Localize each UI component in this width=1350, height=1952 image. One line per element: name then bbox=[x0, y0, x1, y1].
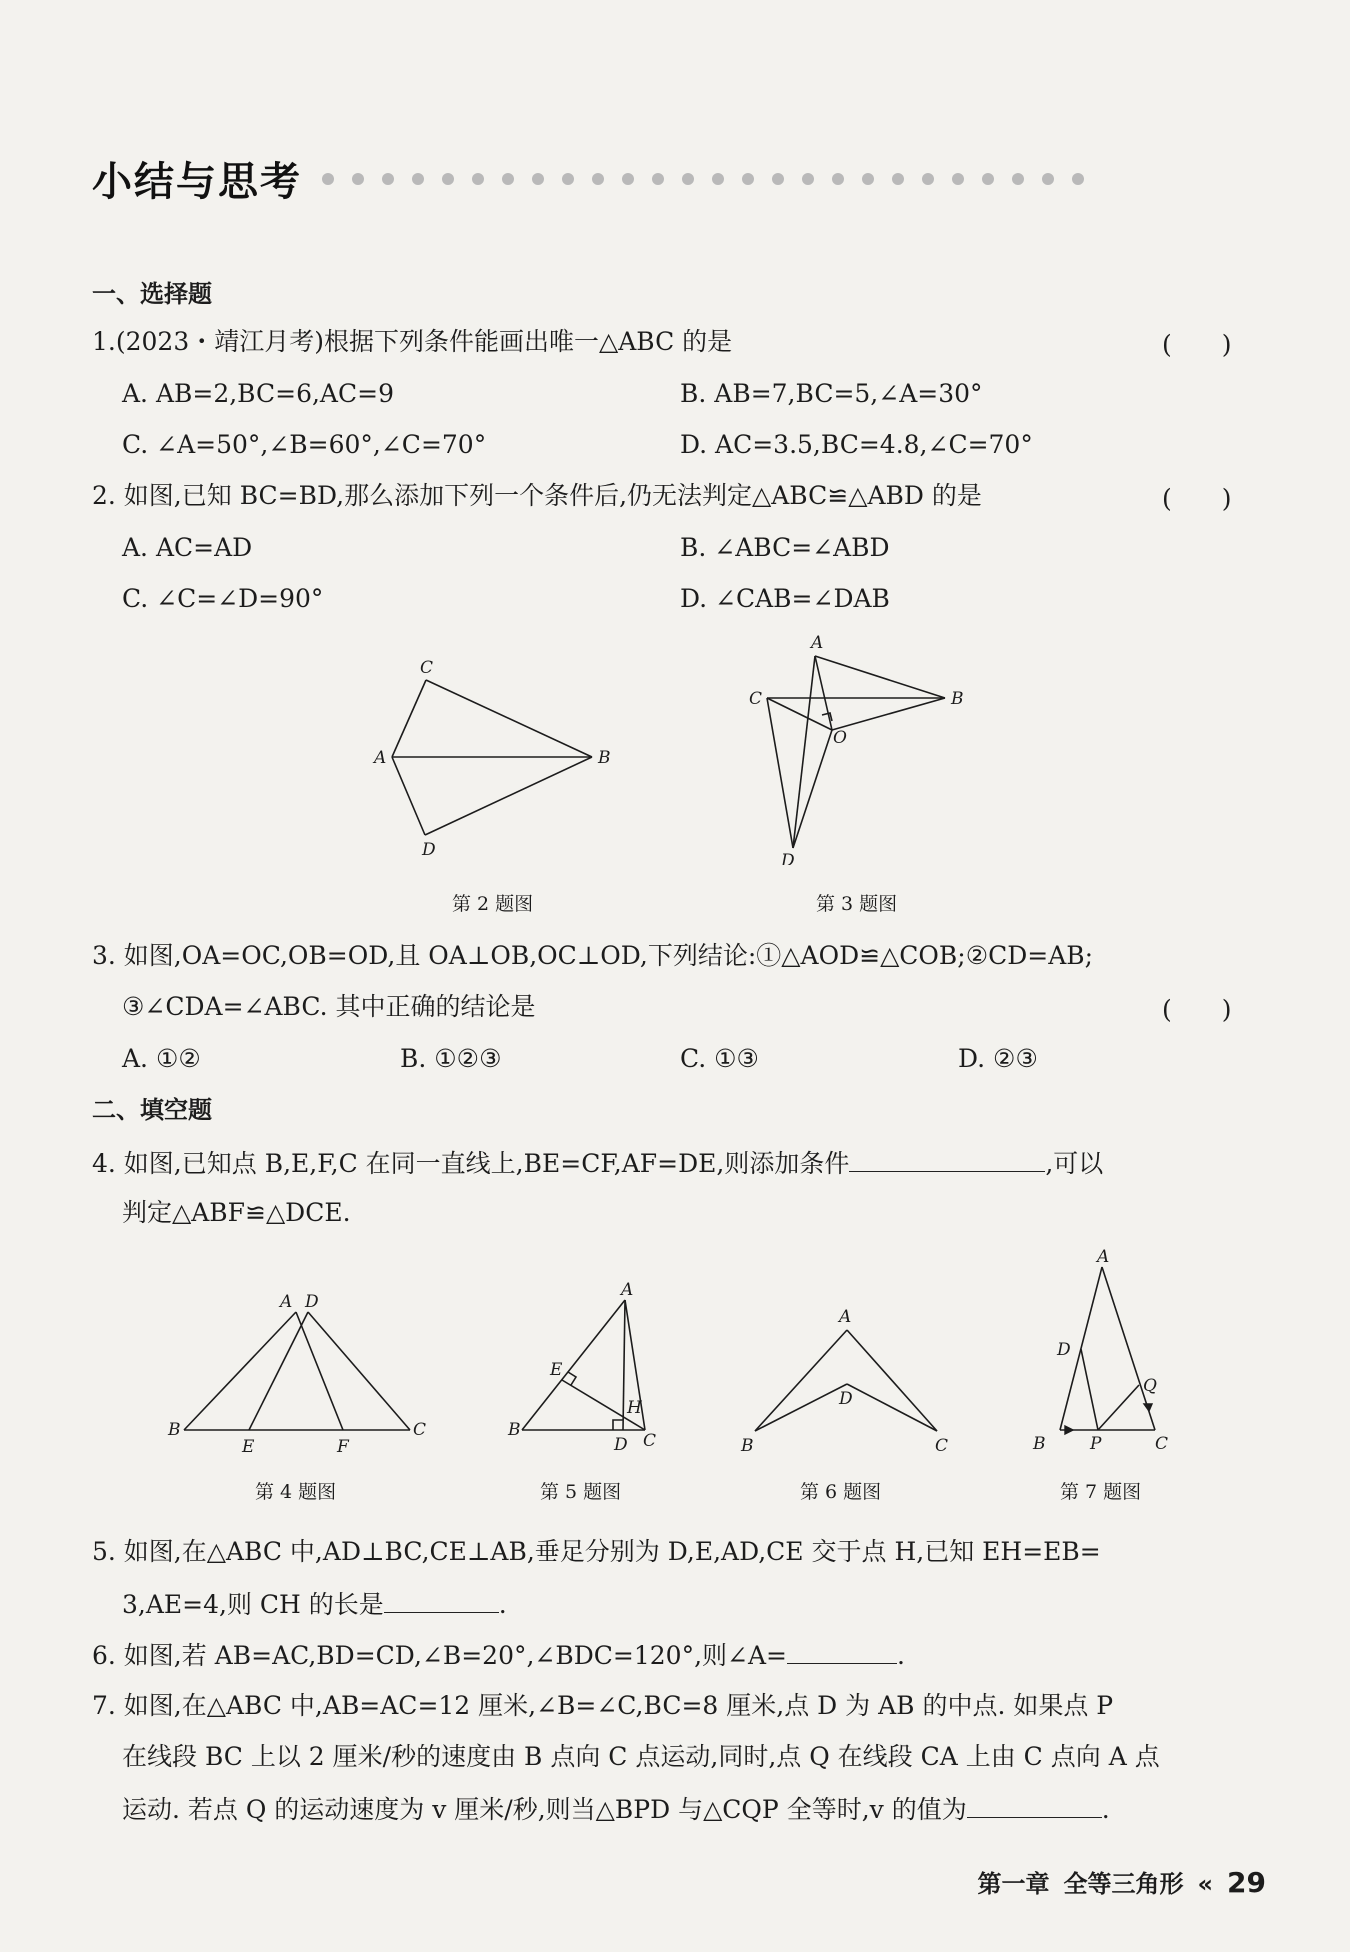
fig7-caption: 第 7 题图 bbox=[1060, 1481, 1142, 1503]
q3-line1: 3. 如图,OA=OC,OB=OD,且 OA⊥OB,OC⊥OD,下列结论:①△AOD≌△COB;②CD=AB; bbox=[92, 941, 1094, 970]
fig6-label-b: B bbox=[741, 1436, 754, 1456]
fig4-label-b: B bbox=[168, 1420, 181, 1440]
q5-line2 bbox=[122, 1586, 507, 1622]
q6-line bbox=[92, 1637, 905, 1673]
q7-line1: 7. 如图,在△ABC 中,AB=AC=12 厘米,∠B=∠C,BC=8 厘米,点 D 为 AB 的中点. 如果点 P bbox=[92, 1691, 1114, 1720]
q1-option-d: D. AC=3.5,BC=4.8,∠C=70° bbox=[680, 430, 1033, 459]
fig2-label-b: B bbox=[598, 748, 611, 768]
q6-answer-blank[interactable] bbox=[787, 1637, 897, 1664]
fig3-label-b: B bbox=[951, 689, 964, 709]
q2-option-a: A. AC=AD bbox=[122, 533, 253, 562]
q4-line2: 判定△ABF≌△DCE. bbox=[122, 1198, 351, 1227]
fig2-label-a: A bbox=[374, 748, 387, 768]
footer-page-number: 29 bbox=[1227, 1866, 1266, 1899]
q6-text: 6. 如图,若 AB=AC,BD=CD,∠B=20°,∠BDC=120°,则∠A= bbox=[92, 1641, 787, 1670]
fig5-label-b: B bbox=[508, 1420, 521, 1440]
q7-line3-text: 运动. 若点 Q 的运动速度为 v 厘米/秒,则当△BPD 与△CQP 全等时,v 的值为 bbox=[122, 1795, 967, 1824]
q5-answer-blank[interactable] bbox=[384, 1586, 499, 1613]
q1-stem: 1.(2023・靖江月考)根据下列条件能画出唯一△ABC 的是 bbox=[92, 327, 733, 356]
footer-chapter-title: 全等三角形 bbox=[1063, 1870, 1184, 1898]
fig4-label-d: D bbox=[305, 1292, 319, 1312]
page-footer bbox=[978, 1864, 1266, 1899]
section-choice: 一、选择题 bbox=[92, 280, 212, 308]
fig7-label-d: D bbox=[1057, 1340, 1071, 1360]
fig7-label-q: Q bbox=[1143, 1376, 1157, 1396]
q1-answer-bracket: ( ) bbox=[1162, 330, 1232, 359]
q5-line2-end: . bbox=[498, 1590, 507, 1619]
fig4-label-f: F bbox=[337, 1437, 349, 1457]
fig4-label-c: C bbox=[413, 1420, 427, 1440]
fig4-caption: 第 4 题图 bbox=[255, 1481, 337, 1503]
fig2-label-c: C bbox=[420, 658, 434, 678]
fig2-label-d: D bbox=[422, 840, 436, 860]
fig5-label-e: E bbox=[550, 1360, 563, 1380]
q3-option-c: C. ①③ bbox=[680, 1044, 759, 1073]
q3-option-d: D. ②③ bbox=[958, 1044, 1038, 1073]
fig3-caption: 第 3 题图 bbox=[816, 893, 898, 915]
figure-5 bbox=[500, 1275, 680, 1460]
footer-chapter: 第一章 bbox=[977, 1870, 1050, 1898]
fig7-label-b: B bbox=[1033, 1434, 1046, 1454]
q3-answer-bracket: ( ) bbox=[1162, 995, 1232, 1024]
fig3-label-a: A bbox=[811, 633, 824, 653]
title-row bbox=[92, 150, 1084, 207]
q1-option-c: C. ∠A=50°,∠B=60°,∠C=70° bbox=[122, 430, 487, 459]
q2-option-d: D. ∠CAB=∠DAB bbox=[680, 584, 890, 613]
q7-line3-end: . bbox=[1101, 1795, 1110, 1824]
q2-answer-bracket: ( ) bbox=[1162, 484, 1232, 513]
q4-line1 bbox=[92, 1145, 1103, 1181]
section-fill: 二、填空题 bbox=[92, 1096, 212, 1124]
fig6-label-c: C bbox=[935, 1436, 949, 1456]
q7-line2: 在线段 BC 上以 2 厘米/秒的速度由 B 点向 C 点运动,同时,点 Q 在线段 CA 上由 C 点向 A 点 bbox=[122, 1742, 1160, 1771]
fig6-label-a: A bbox=[839, 1307, 852, 1327]
fig3-label-d: D bbox=[781, 851, 795, 865]
q5-line1: 5. 如图,在△ABC 中,AD⊥BC,CE⊥AB,垂足分别为 D,E,AD,CE 交于点 H,已知 EH=EB= bbox=[92, 1537, 1101, 1566]
fig6-caption: 第 6 题图 bbox=[800, 1481, 882, 1503]
q7-answer-blank[interactable] bbox=[967, 1791, 1102, 1818]
q1-option-b: B. AB=7,BC=5,∠A=30° bbox=[680, 379, 983, 408]
q5-line2-text: 3,AE=4,则 CH 的长是 bbox=[122, 1590, 384, 1619]
q2-stem: 2. 如图,已知 BC=BD,那么添加下列一个条件后,仍无法判定△ABC≌△ABD 的是 bbox=[92, 481, 982, 510]
figure-3 bbox=[735, 630, 975, 865]
q3-option-a: A. ①② bbox=[122, 1044, 201, 1073]
figure-6 bbox=[735, 1300, 955, 1460]
q1-option-a: A. AB=2,BC=6,AC=9 bbox=[122, 379, 394, 408]
fig3-label-o: O bbox=[833, 728, 847, 748]
fig5-label-a: A bbox=[621, 1280, 634, 1300]
q7-line3 bbox=[122, 1791, 1110, 1827]
q6-end: . bbox=[896, 1641, 905, 1670]
q3-line2: ③∠CDA=∠ABC. 其中正确的结论是 bbox=[122, 992, 536, 1021]
fig2-caption: 第 2 题图 bbox=[452, 893, 534, 915]
q4-line1-end: ,可以 bbox=[1045, 1149, 1104, 1178]
footer-double-chevron-icon: « bbox=[1197, 1870, 1214, 1898]
figure-7 bbox=[1025, 1245, 1185, 1460]
q4-answer-blank[interactable] bbox=[849, 1145, 1045, 1172]
fig7-label-c: C bbox=[1155, 1434, 1169, 1454]
figure-2 bbox=[370, 650, 630, 865]
q2-option-c: C. ∠C=∠D=90° bbox=[122, 584, 324, 613]
q3-option-b: B. ①②③ bbox=[400, 1044, 502, 1073]
fig4-label-a: A bbox=[280, 1292, 293, 1312]
fig4-label-e: E bbox=[242, 1437, 255, 1457]
fig7-label-p: P bbox=[1090, 1434, 1102, 1454]
title-dots-decoration bbox=[322, 173, 1084, 185]
fig5-label-d: D bbox=[614, 1435, 628, 1455]
page-title: 小结与思考 bbox=[92, 159, 302, 205]
fig5-label-h: H bbox=[627, 1398, 642, 1418]
q2-option-b: B. ∠ABC=∠ABD bbox=[680, 533, 890, 562]
fig3-label-c: C bbox=[749, 689, 763, 709]
fig6-label-d: D bbox=[839, 1389, 853, 1409]
q4-line1-text: 4. 如图,已知点 B,E,F,C 在同一直线上,BE=CF,AF=DE,则添加条件 bbox=[92, 1149, 850, 1178]
figure-4 bbox=[162, 1285, 432, 1460]
fig7-label-a: A bbox=[1097, 1247, 1110, 1267]
fig5-caption: 第 5 题图 bbox=[540, 1481, 622, 1503]
fig5-label-c: C bbox=[643, 1431, 657, 1451]
